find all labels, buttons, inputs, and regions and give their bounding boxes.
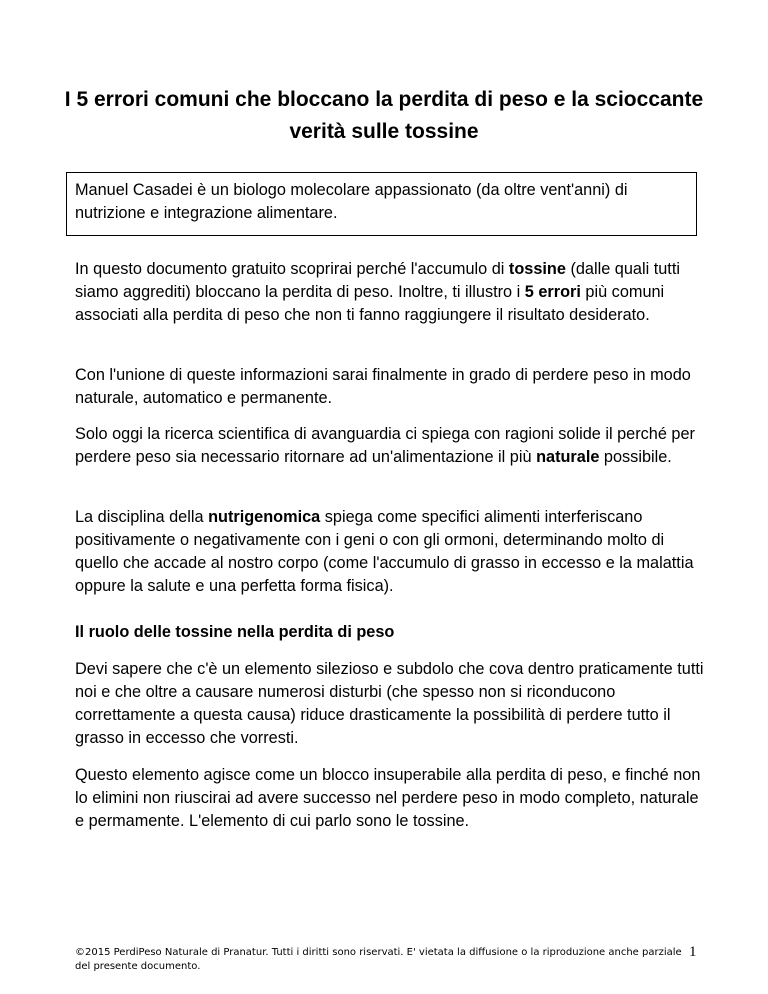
intro-text-2: (dalle quali tutti siamo aggrediti) bloccano la perdita di peso. Inoltre, ti illustro i — [75, 260, 680, 301]
weight-block-paragraph: Questo elemento agisce come un blocco insuperabile alla perdita di peso, e finché non lo elimini non riuscirai ad avere successo nel perdere peso in modo completo, naturale e permamente. L'elemento di cui parlo sono le tossine. — [75, 766, 701, 830]
intro-text-1: In questo documento gratuito scoprirai perché l'accumulo di — [75, 260, 509, 278]
bold-nutrigenomica: nutrigenomica — [208, 508, 321, 526]
document-title: I 5 errori comuni che bloccano la perdita di peso e la scioccante verità sulle tossine — [64, 88, 704, 143]
combination-paragraph: Con l'unione di queste informazioni sarai finalmente in grado di perdere peso in modo naturale, automatico e permanente. — [75, 366, 691, 407]
bold-tossine: tossine — [508, 260, 566, 278]
research-text-1: Solo oggi la ricerca scientifica di avanguardia ci spiega con ragioni solide il perché per perdere peso sia necessario ritornare ad un'alimentazione il più — [75, 425, 695, 466]
section-heading-toxins: Il ruolo delle tossine nella perdita di peso — [75, 623, 395, 641]
nutrigenomics-text-1: La disciplina della — [75, 508, 209, 526]
copyright-footer: ©2015 PerdiPeso Naturale di Pranatur. Tutti i diritti sono riservati. E' vietata la diffusione o la riproduzione anche parziale del presente documento. — [75, 947, 682, 972]
silent-element-paragraph: Devi sapere che c'è un elemento silezioso e subdolo che cova dentro praticamente tutti noi e che oltre a causare numerosi disturbi (che spesso non si riconducono correttamente a questa causa) riduce drasticamente la possibilità di perdere tutto il grasso in eccesso che vorresti. — [75, 660, 704, 747]
bold-naturale: naturale — [536, 448, 600, 466]
page-number: 1 — [689, 944, 697, 960]
nutrigenomics-text-2: spiega come specifici alimenti interferiscano positivamente o negativamente con i geni o con gli ormoni, determinando molto di quello che accade al nostro corpo (come l'accumulo di grasso in eccesso e la malattia oppure la salute e una perfetta forma fisica). — [75, 508, 694, 595]
research-text-2: possibile. — [599, 448, 672, 466]
research-paragraph — [75, 423, 705, 469]
nutrigenomics-paragraph — [75, 506, 705, 598]
intro-paragraph — [75, 258, 705, 327]
author-bio-box: Manuel Casadei è un biologo molecolare appassionato (da oltre vent'anni) di nutrizione e integrazione alimentare. — [66, 172, 697, 236]
bold-5-errori: 5 errori — [524, 283, 581, 301]
intro-text-3: più comuni associati alla perdita di peso che non ti fanno raggiungere il risultato desiderato. — [75, 283, 665, 324]
